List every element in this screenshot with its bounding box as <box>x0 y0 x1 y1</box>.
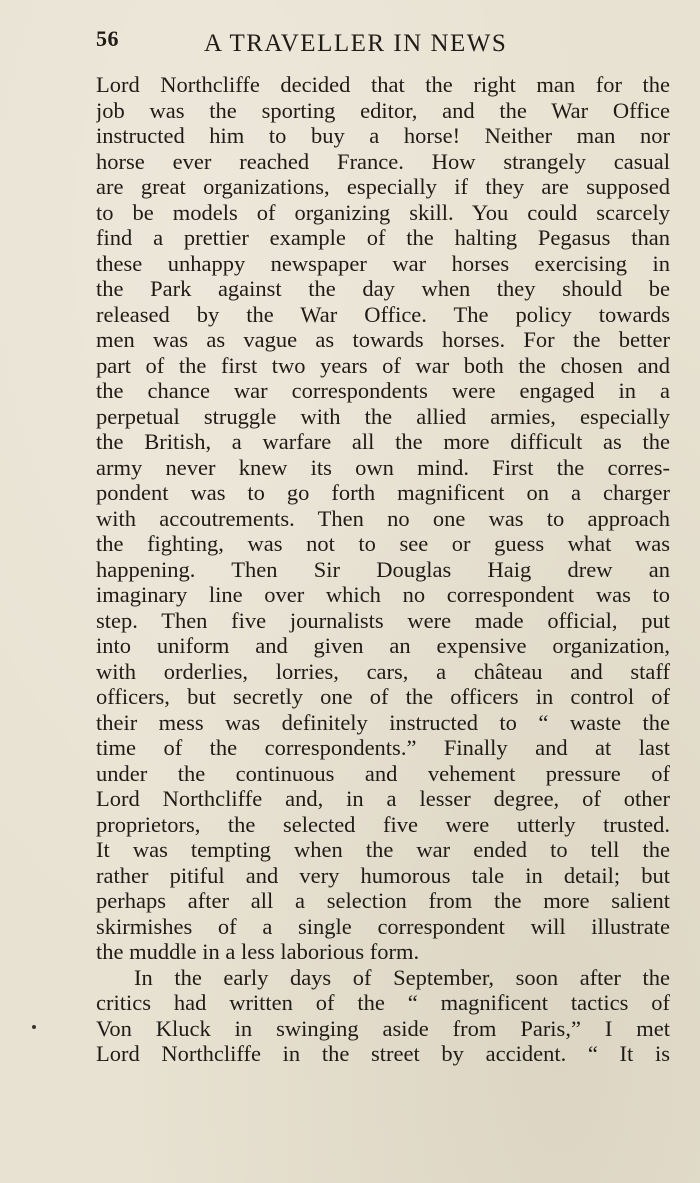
text-line: happening. Then Sir Douglas Haig drew an <box>96 556 670 582</box>
text-line: with orderlies, lorries, cars, a château and staff <box>96 658 670 684</box>
text-line: these unhappy newspaper war horses exercising in <box>96 250 670 276</box>
text-line: their mess was definitely instructed to “ waste the <box>96 709 670 735</box>
paragraph-last-line: the muddle in a less laborious form. <box>96 939 420 964</box>
text-line: men was as vague as towards horses. For the better <box>96 327 670 352</box>
text-line: pondent was to go forth magnificent on a charger <box>96 480 670 505</box>
text-line: with accoutrements. Then no one was to approach <box>96 505 670 531</box>
text-line: are great organizations, especially if they are supposed <box>96 174 670 199</box>
text-line: instructed him to buy a horse! Neither man nor <box>96 123 670 148</box>
text-line: Von Kluck in swinging aside from Paris,” I met <box>96 1015 670 1041</box>
text-line: It was tempting when the war ended to tell the <box>96 837 670 862</box>
text-line: under the continuous and vehement pressure of <box>96 760 670 786</box>
text-line: part of the first two years of war both the chosen and <box>96 352 670 378</box>
text-line: the fighting, was not to see or guess what was <box>96 531 670 556</box>
text-line: job was the sporting editor, and the War Office <box>96 97 670 123</box>
text-line: imaginary line over which no correspondent was to <box>96 582 670 607</box>
running-head <box>96 24 670 64</box>
text-line: perhaps after all a selection from the more salient <box>96 888 670 913</box>
text-line: to be models of organizing skill. You could scarcely <box>96 199 670 225</box>
text-line: released by the War Office. The policy towards <box>96 301 670 327</box>
page-number: 56 <box>96 26 119 51</box>
text-line: the chance war correspondents were engaged in a <box>96 378 670 403</box>
text-line: time of the correspondents.” Finally and at last <box>96 735 670 760</box>
margin-mark <box>32 1025 36 1029</box>
text-line: rather pitiful and very humorous tale in detail; but <box>96 862 670 888</box>
text-line: the Park against the day when they should be <box>96 276 670 301</box>
text-line: Lord Northcliffe decided that the right man for the <box>96 72 670 97</box>
text-line: skirmishes of a single correspondent will illustrate <box>96 913 670 939</box>
text-line: Lord Northcliffe and, in a lesser degree, of other <box>96 786 670 811</box>
text-line: horse ever reached France. How strangely casual <box>96 148 670 174</box>
text-line: perpetual struggle with the allied armies, especially <box>96 403 670 429</box>
paragraph-first-line: In the early days of September, soon after the <box>134 964 670 990</box>
running-title: A TRAVELLER IN NEWS <box>204 30 508 57</box>
text-line: army never knew its own mind. First the corres- <box>96 454 670 480</box>
text-line: proprietors, the selected five were utterly trusted. <box>96 811 670 837</box>
text-line: step. Then five journalists were made official, put <box>96 607 670 633</box>
text-line: into uniform and given an expensive organization, <box>96 633 670 658</box>
text-line: critics had written of the “ magnificent tactics of <box>96 990 670 1015</box>
body-text <box>96 72 670 1067</box>
text-line: officers, but secretly one of the officers in control of <box>96 684 670 709</box>
text-line: Lord Northcliffe in the street by accident. “ It is <box>96 1041 670 1066</box>
text-line: find a prettier example of the halting Pegasus than <box>96 225 670 250</box>
text-line: the British, a warfare all the more difficult as the <box>96 429 670 454</box>
